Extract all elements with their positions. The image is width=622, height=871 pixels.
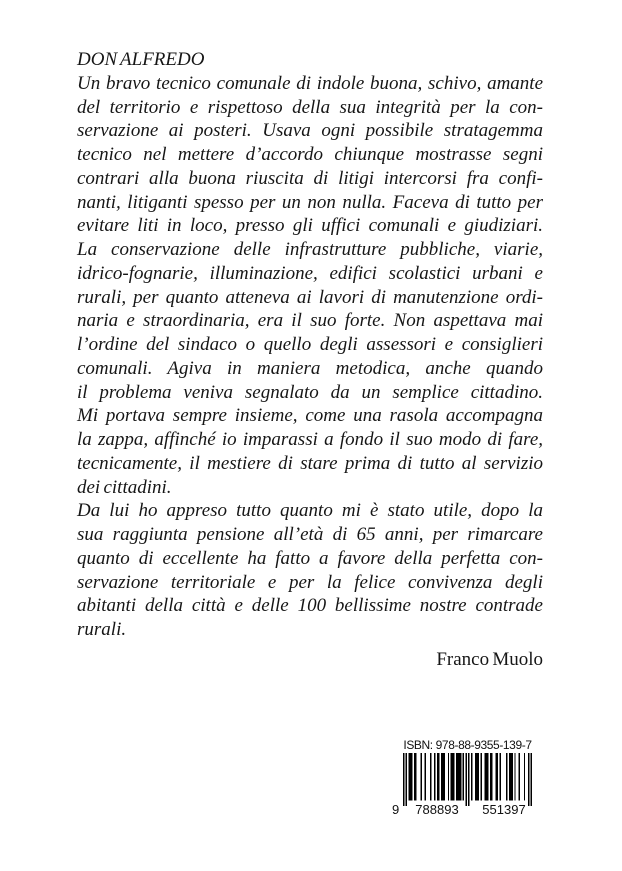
author-signature: Franco Muolo	[436, 648, 543, 670]
blurb-line: Da lui ho appreso tutto quanto mi è stato utile, dopo la	[77, 500, 543, 522]
blurb-line: comunali. Agiva in maniera metodica, anche quando	[77, 357, 543, 379]
blurb-line: abitanti della città e delle 100 bellissime nostre contrade	[77, 595, 543, 617]
blurb-line: l’ordine del sindaco o quello degli assessori e consiglieri	[77, 334, 543, 355]
blurb-line: nanti, litiganti spesso per un non nulla. Faceva di tutto per	[77, 191, 543, 213]
barcode-digits-group2: 551397	[482, 802, 526, 817]
blurb-line: tecnico nel mettere d’accordo chiunque mostrasse segni	[77, 144, 543, 165]
blurb-line: rurali.	[77, 619, 127, 640]
blurb-line: la zappa, affinché io imparassi a fondo il suo modo di fare,	[77, 429, 543, 450]
blurb-line: La conservazione delle infrastrutture pubbliche, viarie,	[77, 239, 543, 260]
barcode-digits-group1: 788893	[415, 802, 459, 817]
blurb-line: servazione territoriale e per la felice convivenza degli	[77, 571, 543, 593]
blurb-line: tecnicamente, il mestiere di stare prima di tutto al servizio	[77, 452, 543, 474]
blurb-line: Un bravo tecnico comunale di indole buona, schivo, amante	[77, 72, 543, 94]
blurb-lines	[77, 48, 543, 642]
isbn-label: ISBN: 978-88-9355-139-7	[403, 738, 532, 752]
blurb-line: contrari alla buona riuscita di litigi intercorsi fra confi-	[77, 167, 543, 189]
blurb-line: quanto di eccellente ha fatto a favore della perfetta con-	[77, 547, 543, 569]
blurb-line: servazione ai posteri. Usava ogni possibile stratagemma	[77, 120, 543, 142]
blurb-line: naria e straordinaria, era il suo forte. Non aspettava mai	[77, 310, 543, 332]
barcode-digits	[392, 802, 532, 817]
ean13-barcode	[403, 753, 532, 806]
isbn-barcode	[392, 738, 532, 817]
book-title-line: DON ALFREDO	[77, 49, 205, 70]
barcode-digit-prefix: 9	[392, 802, 400, 817]
blurb-line: del territorio e rispettoso della sua integrità per la con-	[77, 96, 543, 118]
blurb-text	[77, 48, 543, 672]
blurb-line: sua raggiunta pensione all’età di 65 anni, per rimarcare	[77, 524, 543, 545]
blurb-line: rurali, per quanto atteneva ai lavori di manutenzione ordi-	[77, 286, 543, 308]
blurb-line: il problema veniva segnalato da un semplice cittadino.	[77, 381, 543, 403]
blurb-line: dei cittadini.	[77, 476, 172, 498]
blurb-line: evitare liti in loco, presso gli uffici comunali e giudiziari.	[77, 215, 543, 237]
blurb-line: Mi portava sempre insieme, come una rasola accompagna	[77, 405, 543, 427]
blurb-line: idrico-fognarie, illuminazione, edifici scolastici urbani e	[77, 262, 543, 284]
